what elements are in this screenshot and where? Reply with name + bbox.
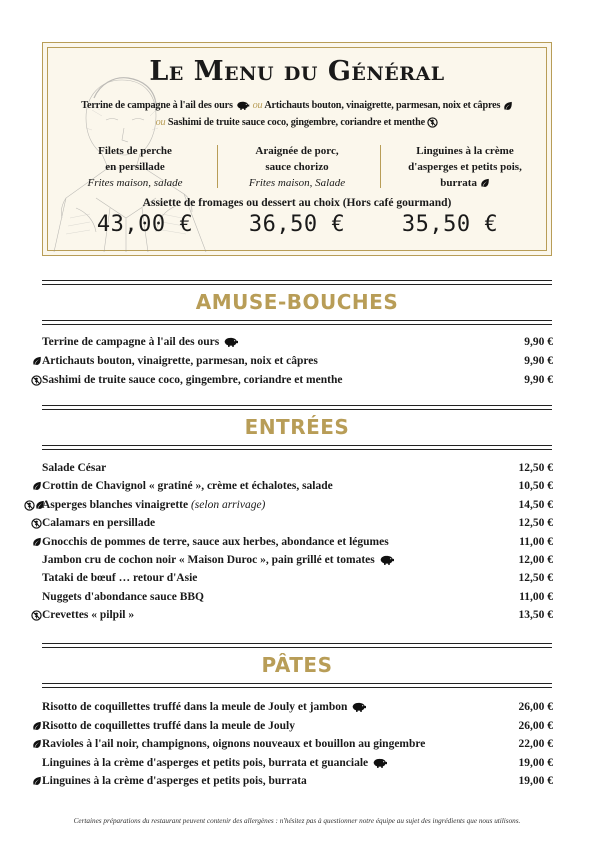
item-name: Gnocchis de pommes de terre, sauce aux herbes, abondance et légumes <box>42 536 389 548</box>
item-price: 19,00 € <box>518 757 553 769</box>
item-price: 14,50 € <box>518 499 553 511</box>
item-price: 12,50 € <box>518 572 553 584</box>
item-price: 10,50 € <box>518 480 553 492</box>
section-title-pates: PÂTES <box>261 653 333 677</box>
item-price: 9,90 € <box>524 355 553 367</box>
menu-item <box>24 480 554 498</box>
menu-item <box>24 536 554 554</box>
section-title-entrees: ENTRÉES <box>244 415 350 439</box>
main-line-2: sauce chorizo <box>265 161 329 173</box>
item-name: Sashimi de truite sauce coco, gingembre, coriandre et menthe <box>42 374 343 386</box>
main-side: Frites maison, Salade <box>248 177 346 189</box>
menu-item <box>24 499 554 517</box>
item-name: Jambon cru de cochon noir « Maison Duroc », pain grillé et tomates <box>42 554 375 566</box>
item-name: Terrine de campagne à l'ail des ours <box>42 336 220 348</box>
menu-item <box>24 572 554 590</box>
item-price: 19,00 € <box>518 775 553 787</box>
or-label: ou <box>155 117 166 128</box>
starter-option-sashimi: Sashimi de truite sauce coco, gingembre, coriandre et menthe <box>167 117 426 128</box>
formula-starters-line-1 <box>42 100 552 111</box>
item-name: Ravioles à l'ail noir, champignons, oignons nouveaux et bouillon au gingembre <box>42 738 426 750</box>
item-name: Artichauts bouton, vinaigrette, parmesan, noix et câpres <box>42 355 318 367</box>
formula-title: Le Menu du Général <box>149 56 445 87</box>
section-rule <box>42 284 552 285</box>
formula-starters-line-2 <box>42 117 552 128</box>
pig-icon <box>350 702 367 712</box>
item-price: 26,00 € <box>518 701 553 713</box>
leaf-icon <box>32 739 42 749</box>
leaf-icon <box>32 481 42 491</box>
menu-item <box>24 554 554 572</box>
formula-price-porc: 36,50 € <box>248 212 346 237</box>
no-gluten-icon <box>31 518 42 529</box>
or-label: ou <box>252 100 263 111</box>
section-rule <box>42 683 552 684</box>
section-rule <box>42 687 552 688</box>
item-name: Crevettes « pilpil » <box>42 609 135 621</box>
column-divider <box>217 145 218 188</box>
section-title-amuse-bouches: AMUSE-BOUCHES <box>195 290 399 314</box>
menu-item <box>24 757 554 775</box>
menu-item <box>24 720 554 738</box>
menu-item <box>24 738 554 756</box>
no-gluten-icon <box>31 610 42 621</box>
formula-main-perche <box>60 143 210 191</box>
item-price: 22,00 € <box>518 738 553 750</box>
leaf-icon <box>503 101 513 111</box>
item-name: Risotto de coquillettes truffé dans la meule de Jouly et jambon <box>42 701 348 713</box>
menu-item <box>24 591 554 609</box>
leaf-icon <box>480 178 490 188</box>
main-line-2: en persillade <box>105 161 165 173</box>
item-name: Crottin de Chavignol « gratiné », crème et échalotes, salade <box>42 480 333 492</box>
main-line-1: Linguines à la crème <box>416 145 514 157</box>
formula-main-porc <box>222 143 372 191</box>
main-line-3: burrata <box>440 177 477 189</box>
no-gluten-icon <box>24 500 35 511</box>
item-name: Linguines à la crème d'asperges et petits pois, burrata et guanciale <box>42 757 369 769</box>
item-price: 26,00 € <box>518 720 553 732</box>
leaf-icon <box>32 721 42 731</box>
item-price: 12,00 € <box>518 554 553 566</box>
pig-icon <box>222 337 239 347</box>
item-name: Calamars en persillade <box>42 517 156 529</box>
section-rule <box>42 405 552 406</box>
menu-item <box>24 374 554 392</box>
section-rule <box>42 445 552 446</box>
menu-item <box>24 517 554 535</box>
leaf-icon <box>32 776 42 786</box>
section-rule <box>42 280 552 281</box>
item-name: Tataki de bœuf … retour d'Asie <box>42 572 198 584</box>
formula-dessert-line: Assiette de fromages ou dessert au choix (Hors café gourmand) <box>142 197 452 209</box>
menu-item <box>24 609 554 627</box>
item-price: 12,50 € <box>518 462 553 474</box>
section-rule <box>42 643 552 644</box>
pig-icon <box>378 555 395 565</box>
item-price: 9,90 € <box>524 374 553 386</box>
item-price: 11,00 € <box>519 591 553 603</box>
item-price: 9,90 € <box>524 336 553 348</box>
column-divider <box>380 145 381 188</box>
main-line-1: Araignée de porc, <box>255 145 339 157</box>
item-name: Nuggets d'abondance sauce BBQ <box>42 591 204 603</box>
starter-option-artichauts: Artichauts bouton, vinaigrette, parmesan, noix et câpres <box>264 100 501 111</box>
starter-option-terrine: Terrine de campagne à l'ail des ours <box>81 100 233 111</box>
leaf-icon <box>32 356 42 366</box>
main-side: Frites maison, salade <box>87 177 183 189</box>
main-line-1: Filets de perche <box>98 145 172 157</box>
menu-item <box>24 336 554 354</box>
item-name: Risotto de coquillettes truffé dans la meule de Jouly <box>42 720 295 732</box>
section-rule <box>42 320 552 321</box>
item-price: 11,00 € <box>519 536 553 548</box>
no-gluten-icon <box>427 117 438 128</box>
formula-main-linguines <box>383 143 547 191</box>
section-rule <box>42 409 552 410</box>
allergen-footer-note: Certaines préparations du restaurant peuvent contenir des allergènes : n'hésitez pas à questionner notre équipe au sujet des ingrédients que nous utilisons. <box>73 817 521 825</box>
menu-item <box>24 701 554 719</box>
menu-item <box>24 775 554 793</box>
item-price: 12,50 € <box>518 517 553 529</box>
menu-item <box>24 462 554 480</box>
item-price: 13,50 € <box>518 609 553 621</box>
item-name: Asperges blanches vinaigrette <box>42 499 189 511</box>
formula-price-perche: 43,00 € <box>96 212 194 237</box>
no-gluten-icon <box>31 375 42 386</box>
section-rule <box>42 647 552 648</box>
pig-icon <box>235 101 250 110</box>
leaf-icon <box>32 537 42 547</box>
pig-icon <box>371 758 388 768</box>
item-note: (selon arrivage) <box>190 499 266 511</box>
item-name: Salade César <box>42 462 107 474</box>
menu-item <box>24 355 554 373</box>
main-line-2: d'asperges et petits pois, <box>408 161 522 173</box>
section-rule <box>42 449 552 450</box>
item-name: Linguines à la crème d'asperges et petits pois, burrata <box>42 775 307 787</box>
formula-price-linguines: 35,50 € <box>401 212 499 237</box>
section-rule <box>42 324 552 325</box>
